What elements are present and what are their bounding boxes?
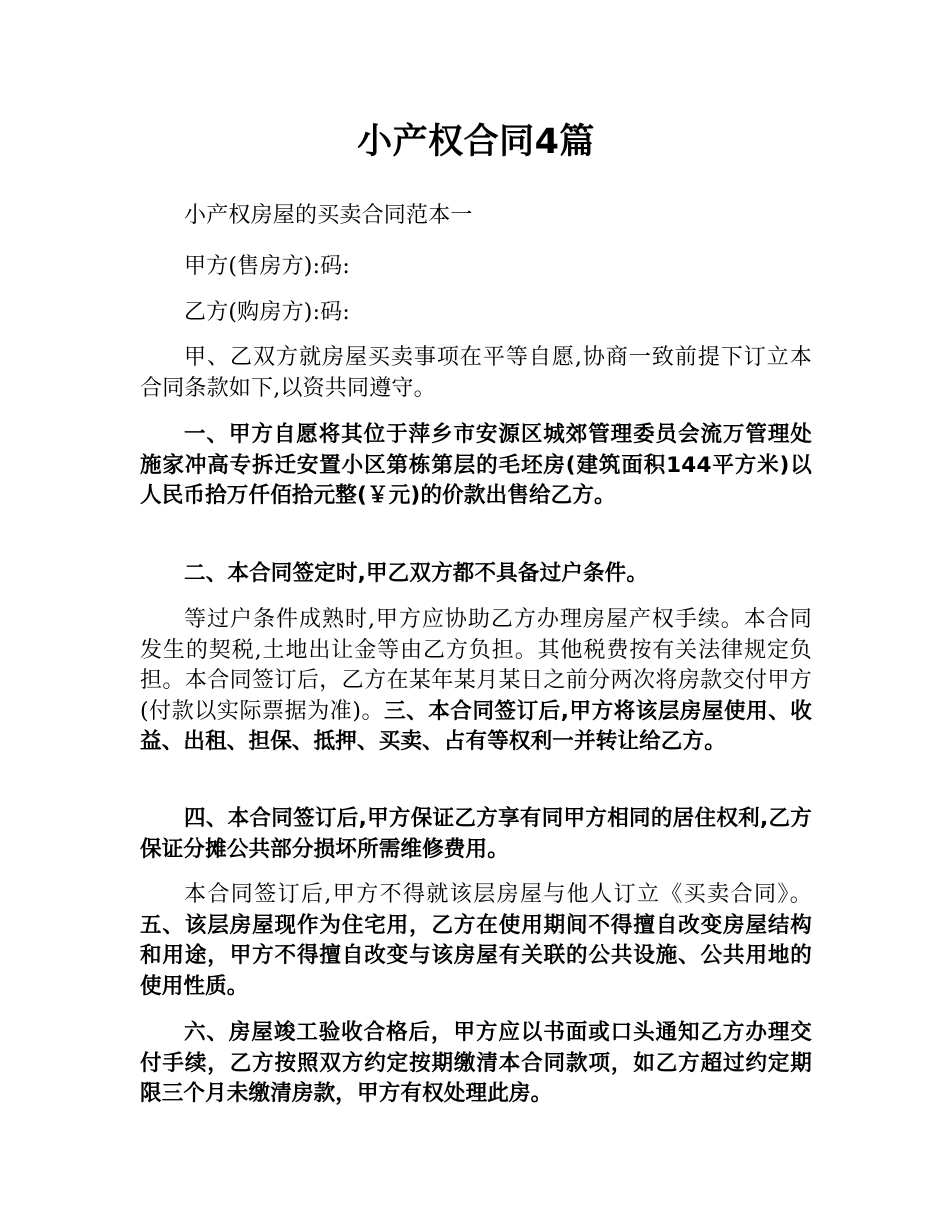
- paragraph-party-b: 乙方(购房方):码:: [184, 300, 350, 325]
- paragraph-clause-4: 四、本合同签订后,甲方保证乙方享有同甲方相同的居住权利,乙方保证分摊公共部分损坏所需维修费用。: [140, 806, 812, 862]
- no-other-contract-text: 本合同签订后,甲方不得就该层房屋与他人订立《买卖合同》。: [184, 882, 812, 907]
- paragraph-clause-2-details: [140, 605, 812, 758]
- paragraph-clause-1: 一、甲方自愿将其位于萍乡市安源区城郊管理委员会流万管理处施家冲高专拆迁安置小区第栋第层的毛坯房(建筑面积144平方米)以人民币拾万仟佰拾元整(￥元)的价款出售给乙方。: [140, 422, 812, 508]
- paragraph-no-other-contract: [140, 880, 812, 1002]
- paragraph-clause-2: 二、本合同签定时,甲乙双方都不具备过户条件。: [184, 561, 649, 586]
- paragraph-contract-sample-heading: 小产权房屋的买卖合同范本一: [184, 203, 473, 228]
- clause-3-text: 三、本合同签订后,甲方将该层房屋使用、收益、出租、担保、抵押、买卖、占有等权利一并转让给乙方。: [140, 698, 812, 754]
- paragraph-party-a: 甲方(售房方):码:: [184, 254, 350, 279]
- paragraph-preamble: 甲、乙双方就房屋买卖事项在平等自愿,协商一致前提下订立本合同条款如下,以资共同遵守。: [140, 345, 812, 401]
- paragraph-clause-6: 六、房屋竣工验收合格后，甲方应以书面或口头通知乙方办理交付手续，乙方按照双方约定按期缴清本合同款项，如乙方超过约定期限三个月未缴清房款，甲方有权处理此房。: [140, 1020, 812, 1106]
- document-title: 小产权合同4篇: [357, 122, 595, 162]
- clause-5-text: 五、该层房屋现作为住宅用，乙方在使用期间不得擅自改变房屋结构和用途，甲方不得擅自改变与该房屋有关联的公共设施、公共用地的使用性质。: [140, 912, 812, 999]
- clause-2-details-text: 等过户条件成熟时,甲方应协助乙方办理房屋产权手续。本合同发生的契税,土地出让金等由乙方负担。其他税费按有关法律规定负担。本合同签订后，乙方在某年某月某日之前分两次将房款交付甲方(付款以实际票据为准)。: [140, 607, 812, 724]
